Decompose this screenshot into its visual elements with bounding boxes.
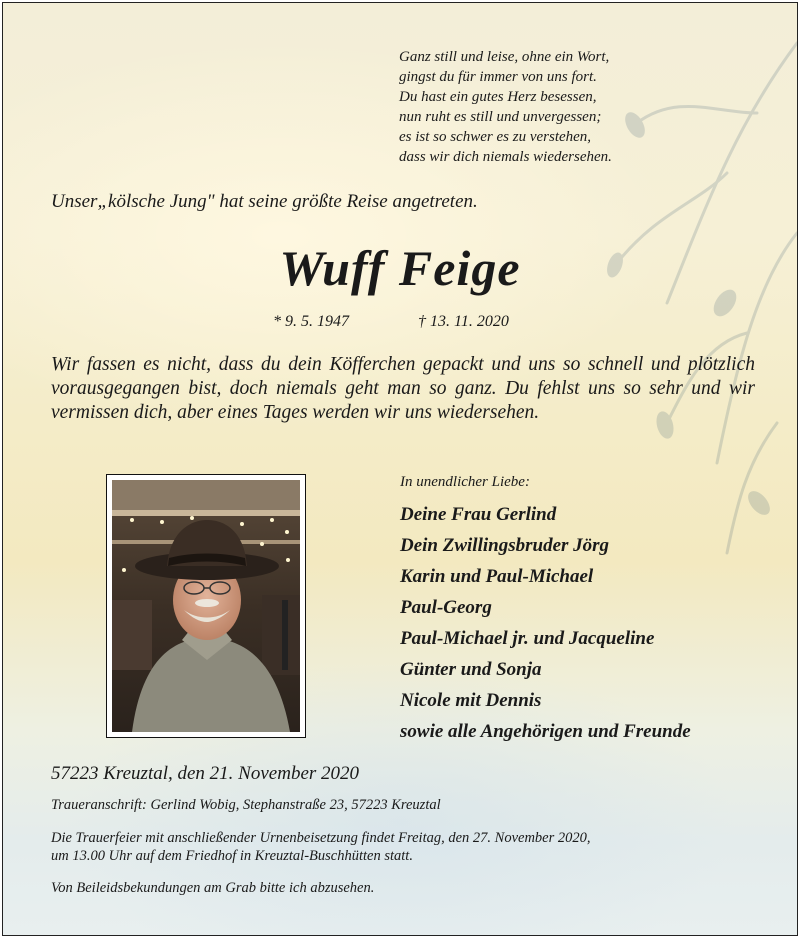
- deceased-name: Wuff Feige: [279, 240, 521, 296]
- mourner-name: sowie alle Angehörigen und Freunde: [400, 721, 691, 742]
- poem-line: es ist so schwer es zu verstehen,: [399, 129, 592, 145]
- poem-line: dass wir dich niemals wiedersehen.: [399, 149, 612, 165]
- mourner-name: Deine Frau Gerlind: [400, 504, 557, 525]
- poem-line: nun ruht es still und unvergessen;: [399, 109, 602, 125]
- portrait-photo: [106, 474, 306, 738]
- place-and-date: 57223 Kreuztal, den 21. November 2020: [51, 763, 360, 784]
- poem-line: Du hast ein gutes Herz besessen,: [399, 89, 597, 105]
- mourners-list: [400, 474, 691, 747]
- birth-date: * 9. 5. 1947: [273, 313, 349, 330]
- mourner-name: Dein Zwillingsbruder Jörg: [400, 535, 610, 556]
- poem-line: gingst du für immer von uns fort.: [399, 69, 597, 85]
- condolence-note: Von Beileidsbekundungen am Grab bitte ich abzusehen.: [51, 880, 375, 896]
- mourning-address: Traueranschrift: Gerlind Wobig, Stephanstraße 23, 57223 Kreuztal: [51, 797, 441, 813]
- memorial-text: Wir fassen es nicht, dass du dein Köfferchen gepackt und uns so schnell und plötzlich vorausgegangen bist, doch niemals geht man so ganz. Du fehlst uns so sehr und wir vermissen dich, aber eines Tages werden wir uns wiedersehen.: [51, 354, 755, 423]
- portrait-image: [112, 480, 300, 732]
- mourner-name: Paul-Michael jr. und Jacqueline: [400, 628, 655, 649]
- mourners-lead: In unendlicher Liebe:: [400, 474, 530, 490]
- mourner-name: Nicole mit Dennis: [400, 690, 542, 711]
- poem-line: Ganz still und leise, ohne ein Wort,: [399, 49, 610, 65]
- ceremony-line: um 13.00 Uhr auf dem Friedhof in Kreuztal-Buschhütten statt.: [51, 848, 413, 864]
- mourner-name: Karin und Paul-Michael: [400, 566, 594, 587]
- ceremony-line: Die Trauerfeier mit anschließender Urnenbeisetzung findet Freitag, den 27. November 2020,: [51, 830, 591, 846]
- intro-line: Unser„kölsche Jung" hat seine größte Reise angetreten.: [51, 191, 478, 212]
- mourner-name: Paul-Georg: [400, 597, 492, 618]
- poem: [399, 47, 612, 167]
- death-date: † 13. 11. 2020: [418, 313, 509, 330]
- obituary-notice: [2, 2, 798, 936]
- mourner-name: Günter und Sonja: [400, 659, 542, 680]
